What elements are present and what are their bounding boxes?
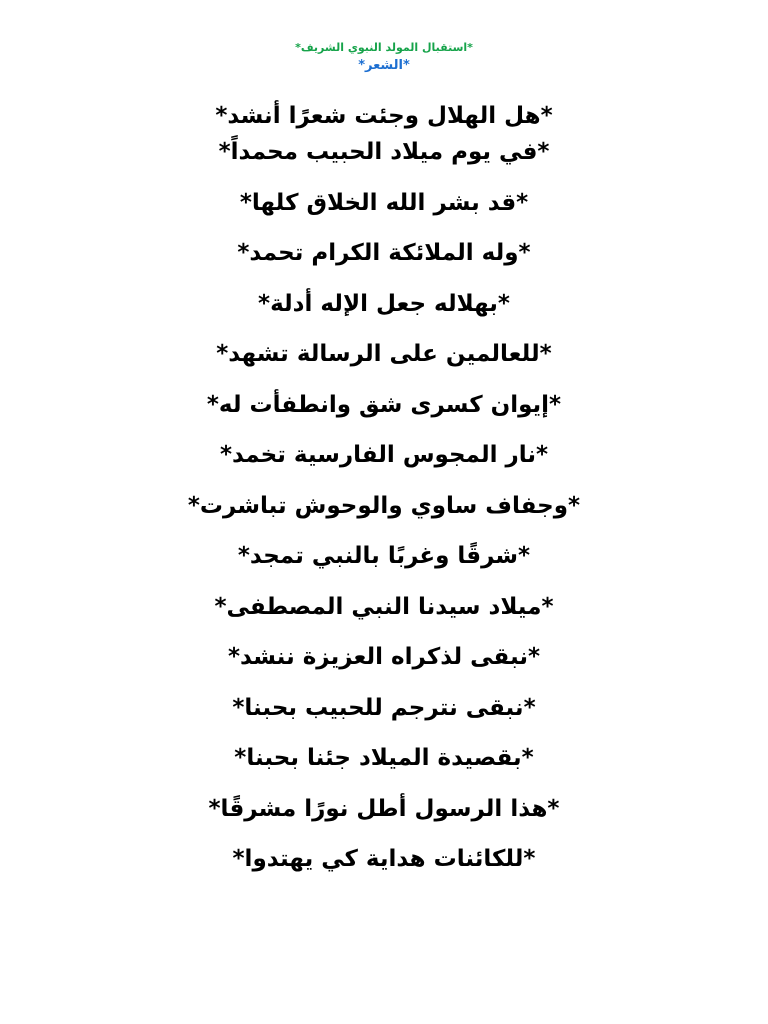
poem-verse: *إيوان كسرى شق وانطفأت له*	[206, 392, 562, 418]
poem-verse: *نبقى نترجم للحبيب بحبنا*	[232, 695, 536, 721]
document-title: *استقبال المولد النبوي الشريف*	[295, 41, 473, 54]
poem-verse: *شرقًا وغربًا بالنبي تمجد*	[237, 543, 531, 569]
poem-verse: *هذا الرسول أطل نورًا مشرقًا*	[208, 796, 560, 822]
poem-verse: *نار المجوس الفارسية تخمد*	[219, 442, 549, 468]
poem-verse: *بهلاله جعل الإله أدلة*	[258, 291, 510, 317]
poem-verse: *وجفاف ساوي والوحوش تباشرت*	[187, 493, 581, 519]
poem-verse: *في يوم ميلاد الحبيب محمداً*	[218, 139, 550, 165]
poem-verse: *للعالمين على الرسالة تشهد*	[216, 341, 552, 367]
poem-verse: *للكائنات هداية كي يهتدوا*	[232, 846, 536, 872]
poem-verse: *قد بشر الله الخلاق كلها*	[239, 190, 529, 216]
document-subtitle: *الشعر*	[358, 58, 410, 73]
poem-verse: *بقصيدة الميلاد جئنا بحبنا*	[234, 745, 534, 771]
poem-verse: *وله الملائكة الكرام تحمد*	[237, 240, 531, 266]
poem-verse: *هل الهلال وجئت شعرًا أنشد*	[215, 103, 553, 129]
poem-verse: *ميلاد سيدنا النبي المصطفى*	[214, 594, 554, 620]
poem-verse: *نبقى لذكراه العزيزة ننشد*	[227, 644, 541, 670]
